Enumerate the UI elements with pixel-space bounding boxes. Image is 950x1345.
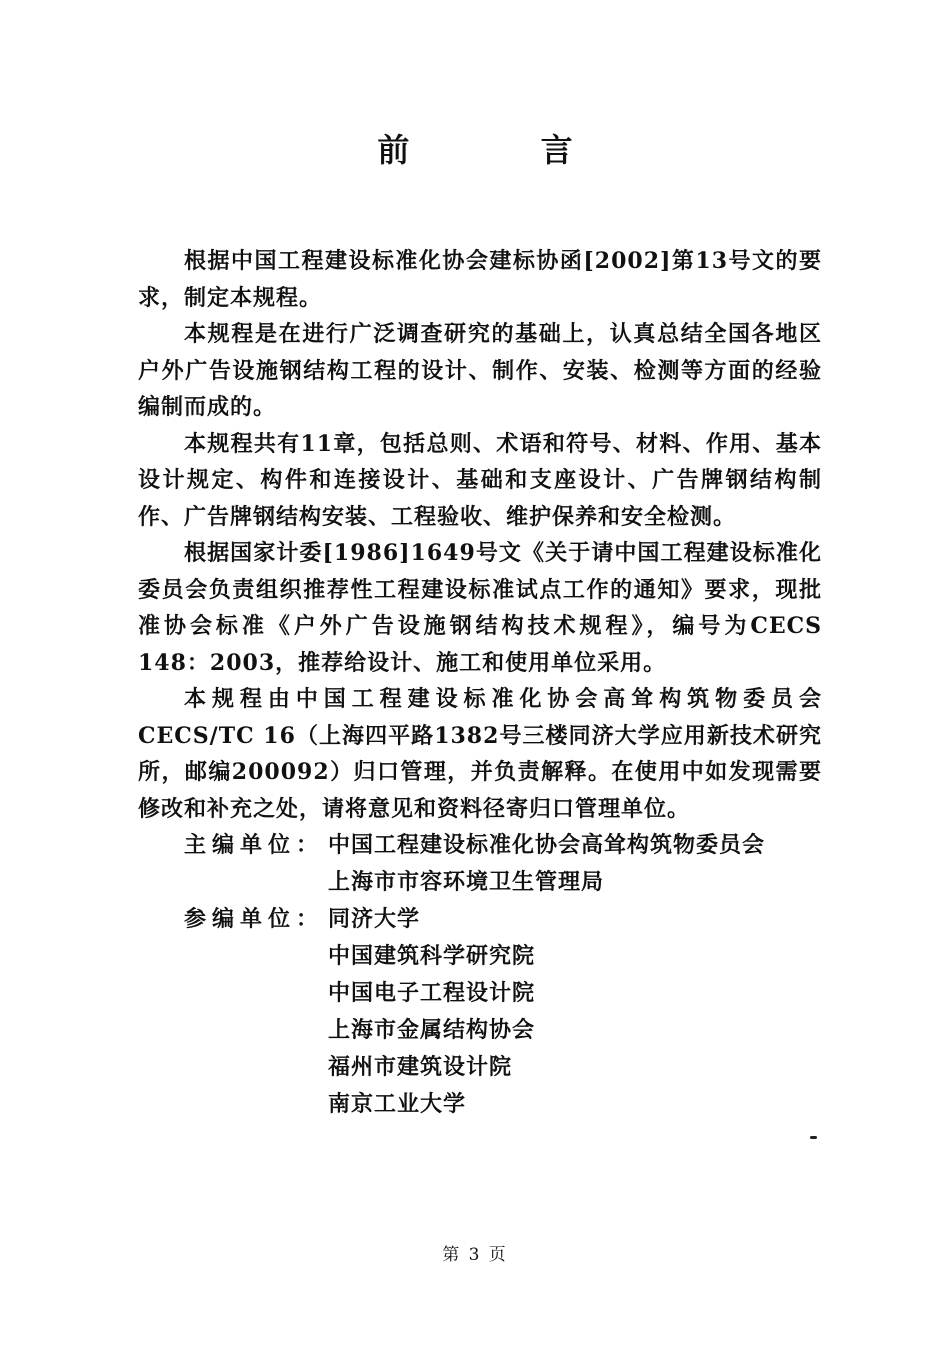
paragraph: 本规程共有11章，包括总则、术语和符号、材料、作用、基本设计规定、构件和连接设计、基础和支座设计、广告牌钢结构制作、广告牌钢结构安装、工程验收、维护保养和安全检测。 bbox=[138, 430, 822, 530]
unit-name: 中国工程建设标准化协会高耸构筑物委员会 bbox=[328, 832, 766, 858]
unit-name: 中国电子工程设计院 bbox=[328, 980, 536, 1006]
page-number: 第 3 页 bbox=[442, 1245, 508, 1265]
unit-name: 福州市建筑设计院 bbox=[328, 1054, 513, 1080]
unit-name: 同济大学 bbox=[328, 906, 421, 932]
participating-units-list bbox=[328, 901, 535, 1123]
unit-name: 中国建筑科学研究院 bbox=[328, 943, 536, 969]
scan-mark bbox=[810, 1136, 817, 1139]
unit-name: 上海市金属结构协会 bbox=[328, 1017, 536, 1043]
paragraph: 本规程由中国工程建设标准化协会高耸构筑物委员会CECS/TC 16（上海四平路1382号三楼同济大学应用新技术研究所，邮编200092）归口管理，并负责解释。在使用中如发现需要修改和补充之处，请将意见和资料径寄归口管理单位。 bbox=[138, 686, 822, 822]
unit-name: 上海市市容环境卫生管理局 bbox=[328, 869, 605, 895]
editing-units bbox=[138, 827, 822, 1123]
preface-body bbox=[138, 243, 822, 1123]
unit-name: 南京工业大学 bbox=[328, 1091, 467, 1117]
page-title: 前 言 bbox=[377, 131, 633, 169]
paragraph: 根据中国工程建设标准化协会建标协函[2002]第13号文的要求，制定本规程。 bbox=[138, 248, 822, 311]
participating-units-label: 参编单位： bbox=[184, 906, 325, 932]
participating-units-row bbox=[138, 901, 822, 1123]
chief-units-list bbox=[328, 827, 765, 901]
chief-units-row bbox=[138, 827, 822, 901]
paragraph: 本规程是在进行广泛调查研究的基础上，认真总结全国各地区户外广告设施钢结构工程的设计、制作、安装、检测等方面的经验编制而成的。 bbox=[138, 321, 822, 420]
paragraph: 根据国家计委[1986]1649号文《关于请中国工程建设标准化委员会负责组织推荐性工程建设标准试点工作的通知》要求，现批准协会标准《户外广告设施钢结构技术规程》，编号为CECS 148：2003，推荐给设计、施工和使用单位采用。 bbox=[138, 540, 822, 676]
chief-units-label: 主编单位： bbox=[184, 832, 325, 858]
